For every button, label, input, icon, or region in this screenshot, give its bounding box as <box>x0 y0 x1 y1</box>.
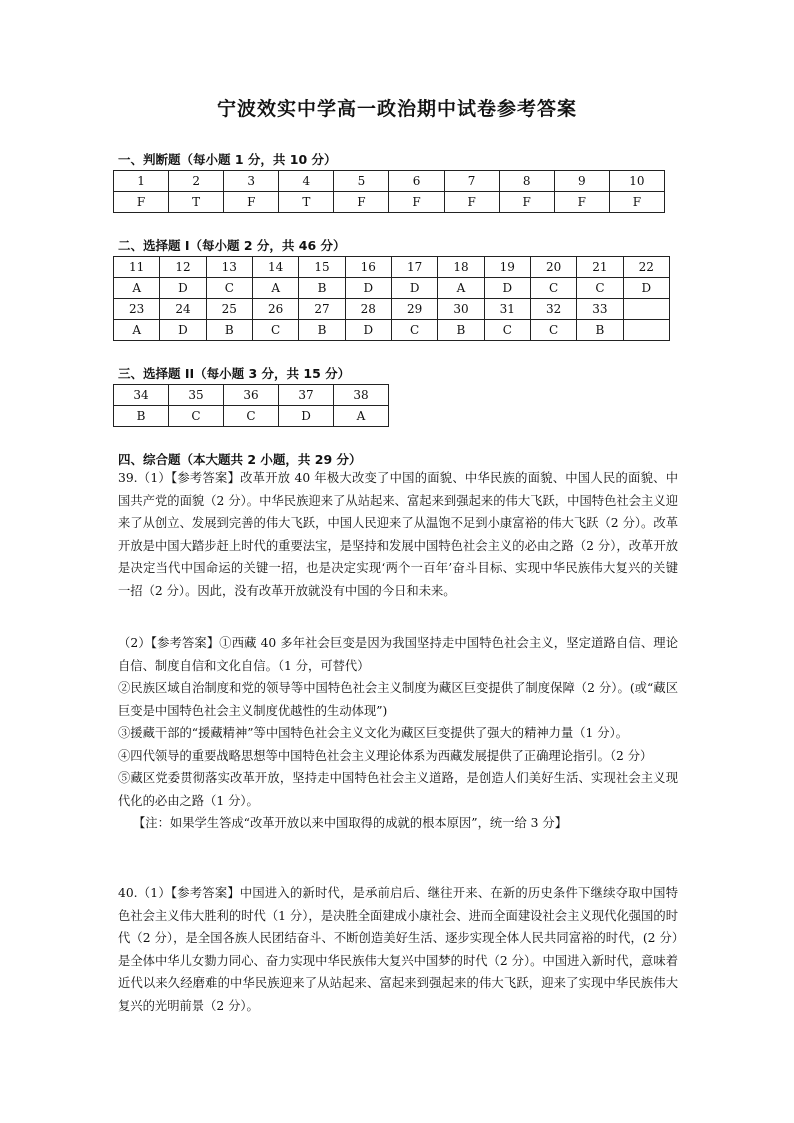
answer-cell: B <box>206 320 252 341</box>
answer-point: ⑤藏区党委贯彻落实改革开放，坚持走中国特色社会主义道路，是创造人们美好生活、实现社会主义现代化的必由之路（1 分）。 <box>118 771 678 808</box>
answer-cell: B <box>577 320 623 341</box>
answer-cell: D <box>345 320 391 341</box>
table-row <box>114 299 670 320</box>
question-number: 30 <box>438 299 484 320</box>
section2-heading: 二、选择题 I（每小题 2 分，共 46 分） <box>118 238 346 253</box>
answer-cell: F <box>444 192 499 213</box>
question-number: 19 <box>484 257 530 278</box>
question-number: 6 <box>389 171 444 192</box>
question-number: 25 <box>206 299 252 320</box>
question-number: 35 <box>169 385 224 406</box>
section1-heading: 一、判断题（每小题 1 分，共 10 分） <box>118 152 337 167</box>
answer-cell: D <box>160 320 206 341</box>
table-row <box>114 171 665 192</box>
q39-part1-answer <box>118 467 678 602</box>
question-number: 7 <box>444 171 499 192</box>
table-row <box>114 278 670 299</box>
answer-cell: D <box>623 278 669 299</box>
q39-part2-answer <box>118 632 678 835</box>
answer-cell: C <box>224 406 279 427</box>
question-number: 13 <box>206 257 252 278</box>
answer-cell: T <box>169 192 224 213</box>
answer-cell: D <box>345 278 391 299</box>
answer-cell: A <box>334 406 389 427</box>
table-row <box>114 406 389 427</box>
question-number: 34 <box>114 385 169 406</box>
answer-cell: F <box>609 192 664 213</box>
question-number: 21 <box>577 257 623 278</box>
section2-table <box>113 256 670 341</box>
grading-note: 【注：如果学生答成“改革开放以来中国取得的成就的根本原因”，统一给 3 分】 <box>133 816 568 830</box>
answer-cell: C <box>169 406 224 427</box>
answer-cell: D <box>160 278 206 299</box>
answer-cell: B <box>114 406 169 427</box>
answer-cell: F <box>224 192 279 213</box>
answer-point: ②民族区域自治制度和党的领导等中国特色社会主义制度为藏区巨变提供了制度保障（2 分）。(或“藏区巨变是中国特色社会主义制度优越性的生动体现”) <box>118 681 678 718</box>
page-title: 宁波效实中学高一政治期中试卷参考答案 <box>216 98 577 120</box>
question-number: 15 <box>299 257 345 278</box>
answer-cell: F <box>114 192 169 213</box>
question-number: 3 <box>224 171 279 192</box>
question-number: 12 <box>160 257 206 278</box>
answer-cell: A <box>252 278 298 299</box>
empty-cell <box>623 320 669 341</box>
question-number: 11 <box>114 257 160 278</box>
answer-cell: T <box>279 192 334 213</box>
table-row <box>114 385 389 406</box>
question-number: 22 <box>623 257 669 278</box>
answer-cell: C <box>530 320 576 341</box>
question-number: 2 <box>169 171 224 192</box>
section3-heading: 三、选择题 II（每小题 3 分，共 15 分） <box>118 366 351 381</box>
q40-part1-answer <box>118 882 678 1017</box>
question-number: 31 <box>484 299 530 320</box>
question-number: 9 <box>554 171 609 192</box>
answer-paragraph: 40.（1）【参考答案】中国进入的新时代，是承前启后、继往开来、在新的历史条件下继续夺取中国特色社会主义伟大胜利的时代（1 分），是决胜全面建成小康社会、进而全面建设社会主义现代化强国的时代（2 分），是全国各族人民团结奋斗、不断创造美好生活、逐步实现全体人民共同富裕的时代，(2 分）是全体中华儿女勠力同心、奋力实现中华民族伟大复兴中国梦的时代（2 分）。中国进入新时代，意味着近代以来久经磨难的中华民族迎来了从站起来、富起来到强起来的伟大飞跃，迎来了实现中华民族伟大复兴的光明前景（2 分）。 <box>118 886 678 1013</box>
question-number: 27 <box>299 299 345 320</box>
answer-cell: C <box>206 278 252 299</box>
question-number: 17 <box>391 257 437 278</box>
question-number: 24 <box>160 299 206 320</box>
answer-cell: A <box>438 278 484 299</box>
question-number: 33 <box>577 299 623 320</box>
question-number: 8 <box>499 171 554 192</box>
question-number: 36 <box>224 385 279 406</box>
answer-cell: B <box>438 320 484 341</box>
section1-table <box>113 170 665 213</box>
answer-cell: B <box>299 320 345 341</box>
question-number: 20 <box>530 257 576 278</box>
question-number: 37 <box>279 385 334 406</box>
answer-cell: B <box>299 278 345 299</box>
answer-cell: C <box>577 278 623 299</box>
question-number: 16 <box>345 257 391 278</box>
answer-cell: C <box>530 278 576 299</box>
question-number: 28 <box>345 299 391 320</box>
table-row <box>114 257 670 278</box>
answer-cell: F <box>499 192 554 213</box>
answer-cell: A <box>114 278 160 299</box>
question-number: 23 <box>114 299 160 320</box>
question-number: 10 <box>609 171 664 192</box>
question-number: 32 <box>530 299 576 320</box>
table-row <box>114 192 665 213</box>
empty-cell <box>623 299 669 320</box>
question-number: 14 <box>252 257 298 278</box>
answer-point: ④四代领导的重要战略思想等中国特色社会主义理论体系为西藏发展提供了正确理论指引。（2 分） <box>118 748 653 763</box>
answer-point: （2）【参考答案】①西藏 40 多年社会巨变是因为我国坚持走中国特色社会主义，坚定道路自信、理论自信、制度自信和文化自信。（1 分，可替代） <box>118 636 678 673</box>
question-number: 4 <box>279 171 334 192</box>
section3-table <box>113 384 389 427</box>
answer-paragraph: 39.（1）【参考答案】改革开放 40 年极大改变了中国的面貌、中华民族的面貌、中国人民的面貌、中国共产党的面貌（2 分）。中华民族迎来了从站起来、富起来到强起来的伟大飞跃，中国特色社会主义迎来了从创立、发展到完善的伟大飞跃，中国人民迎来了从温饱不足到小康富裕的伟大飞跃（2 分）。改革开放是中国大踏步赶上时代的重要法宝，是坚持和发展中国特色社会主义的必由之路（2 分），改革开放是决定当代中国命运的关键一招，也是决定实现‘两个一百年’奋斗目标、实现中华民族伟大复兴的关键一招（2 分）。因此，没有改革开放就没有中国的今日和未来。 <box>118 471 678 598</box>
answer-cell: A <box>114 320 160 341</box>
answer-cell: C <box>391 320 437 341</box>
question-number: 29 <box>391 299 437 320</box>
question-number: 38 <box>334 385 389 406</box>
question-number: 18 <box>438 257 484 278</box>
question-number: 1 <box>114 171 169 192</box>
answer-cell: F <box>554 192 609 213</box>
table-row <box>114 320 670 341</box>
question-number: 26 <box>252 299 298 320</box>
section4-heading: 四、综合题（本大题共 2 小题，共 29 分） <box>118 452 362 467</box>
answer-cell: D <box>279 406 334 427</box>
answer-point: ③援藏干部的“援藏精神”等中国特色社会主义文化为藏区巨变提供了强大的精神力量（1 分）。 <box>118 726 629 740</box>
answer-cell: D <box>484 278 530 299</box>
question-number: 5 <box>334 171 389 192</box>
answer-cell: C <box>252 320 298 341</box>
answer-cell: F <box>334 192 389 213</box>
answer-cell: D <box>391 278 437 299</box>
answer-cell: C <box>484 320 530 341</box>
answer-cell: F <box>389 192 444 213</box>
